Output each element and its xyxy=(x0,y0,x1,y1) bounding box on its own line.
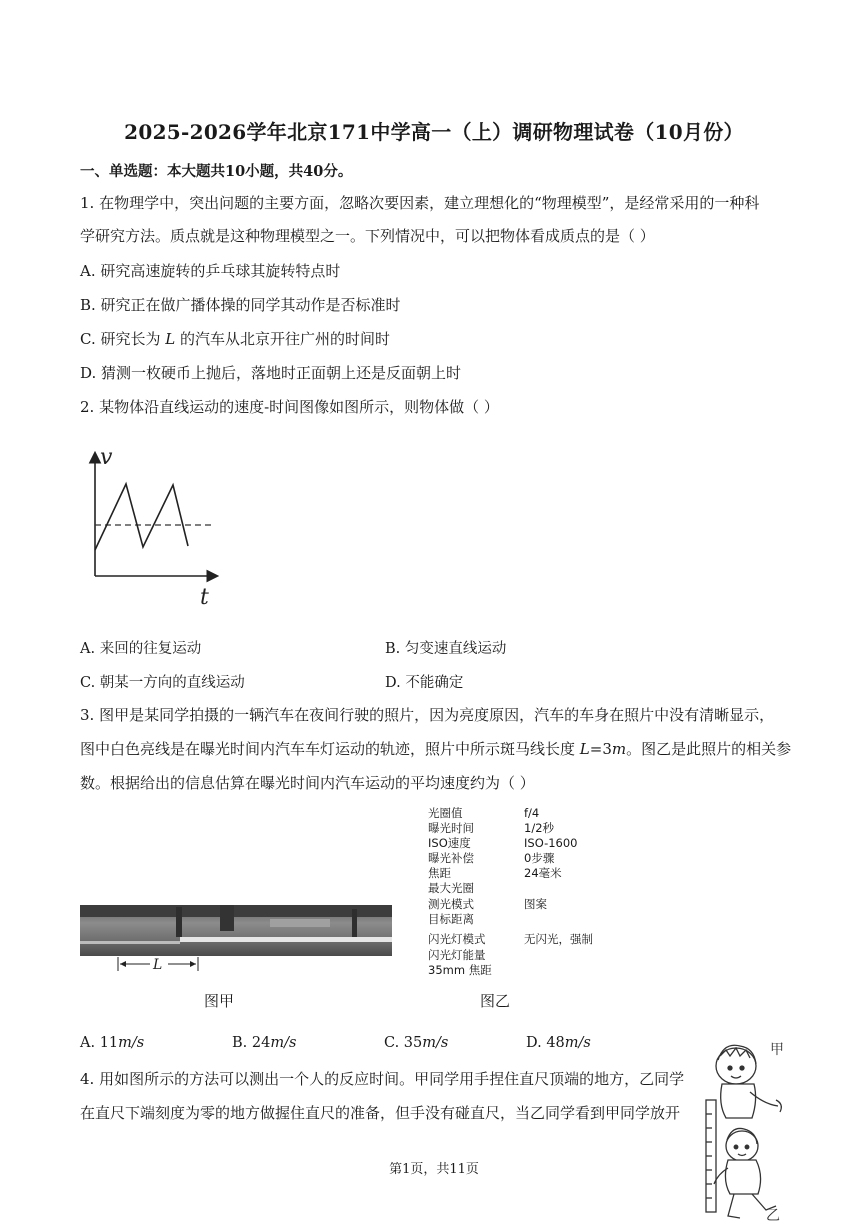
param-row: 焦距 24毫米 xyxy=(428,866,562,880)
q2-option-c: C. 朝某一方向的直线运动 xyxy=(80,675,245,691)
param-row: 测光模式 图案 xyxy=(428,897,547,911)
param-row: 曝光时间 1/2秒 xyxy=(428,821,555,835)
exposure-params-table xyxy=(428,806,618,978)
q2-option-d: D. 不能确定 xyxy=(385,675,464,691)
student-jia-label: 甲 xyxy=(770,1042,784,1058)
reaction-time-illustration xyxy=(700,1034,796,1224)
headlight-trail xyxy=(180,937,392,942)
section-heading: 一、单选题：本大题共10小题，共40分。 xyxy=(80,163,353,180)
t-axis-label: t xyxy=(200,585,209,610)
q3-stem-line3: 数。根据给出的信息估算在曝光时间内汽车运动的平均速度约为（ ） xyxy=(80,774,535,792)
q3-option-c: C. 35m/s xyxy=(384,1035,449,1051)
page-title: 2025-2026学年北京171中学高一（上）调研物理试卷（10月份） xyxy=(124,120,744,144)
q1-option-d: D. 猜测一枚硬币上抛后，落地时正面朝上还是反面朝上时 xyxy=(80,364,462,382)
q1-stem-line2: 学研究方法。质点就是这种物理模型之一。下列情况中，可以把物体看成质点的是（ ） xyxy=(80,227,655,245)
param-row: ISO速度 ISO-1600 xyxy=(428,836,578,850)
q2-stem: 2. 某物体沿直线运动的速度-时间图像如图所示，则物体做（ ） xyxy=(80,398,499,416)
q3-option-d: D. 48m/s xyxy=(526,1035,591,1051)
param-row: 35mm 焦距 xyxy=(428,963,492,977)
q1-option-c: C. 研究长为 L 的汽车从北京开往广州的时间时 xyxy=(80,330,390,348)
param-row: 闪光灯能量 xyxy=(428,948,486,962)
q4-stem-line2: 在直尺下端刻度为零的地方做握住直尺的准备，但手没有碰直尺，当乙同学看到甲同学放开 xyxy=(80,1104,681,1122)
page-footer: 第1页，共11页 xyxy=(389,1162,479,1177)
q3-stem-line2: 图中白色亮线是在曝光时间内汽车车灯运动的轨迹，照片中所示斑马线长度 L=3m。图乙是此照片的相关参 xyxy=(80,740,792,758)
student-yi-label: 乙 xyxy=(766,1208,780,1224)
param-row: 光圈值 f/4 xyxy=(428,806,540,820)
q2-option-a: A. 来回的往复运动 xyxy=(80,641,202,657)
velocity-time-graph xyxy=(78,440,228,610)
photo-length-label: L xyxy=(153,957,163,973)
q2-option-b: B. 匀变速直线运动 xyxy=(385,641,507,657)
param-row: 目标距离 xyxy=(428,912,474,926)
q1-stem-line1: 1. 在物理学中，突出问题的主要方面，忽略次要因素，建立理想化的“物理模型”，是经常采用的一种科 xyxy=(80,194,760,212)
q1-option-a: A. 研究高速旋转的乒乓球其旋转特点时 xyxy=(80,262,341,280)
q1-option-b: B. 研究正在做广播体操的同学其动作是否标准时 xyxy=(80,296,401,314)
figure-yi-caption: 图乙 xyxy=(480,992,511,1010)
q4-stem-line1: 4. 用如图所示的方法可以测出一个人的反应时间。甲同学用手捏住直尺顶端的地方，乙同学 xyxy=(80,1070,685,1088)
night-car-photo xyxy=(80,905,392,975)
q3-option-b: B. 24m/s xyxy=(232,1035,297,1051)
param-row: 闪光灯模式 无闪光，强制 xyxy=(428,932,593,946)
param-row: 最大光圈 xyxy=(428,881,474,895)
v-axis-label: v xyxy=(100,445,113,470)
figure-jia-caption: 图甲 xyxy=(204,992,235,1010)
q3-option-a: A. 11m/s xyxy=(80,1035,145,1051)
velocity-sawtooth-curve xyxy=(95,484,188,550)
param-row: 曝光补偿 0步骤 xyxy=(428,851,555,865)
q3-stem-line1: 3. 图甲是某同学拍摄的一辆汽车在夜间行驶的照片，因为亮度原因，汽车的车身在照片中没有清晰显示， xyxy=(80,706,775,724)
